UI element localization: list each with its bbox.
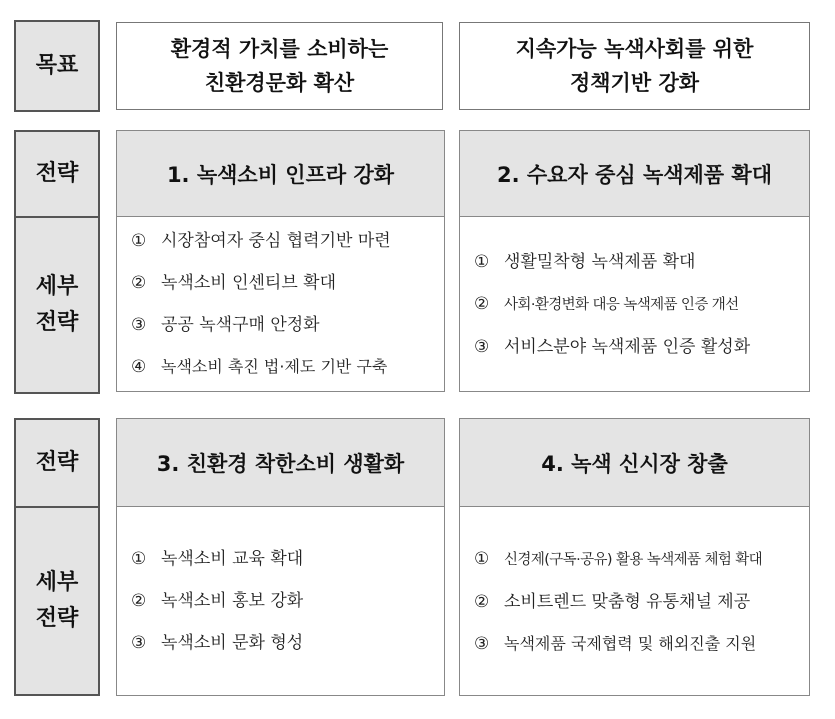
goal-label: [14, 20, 100, 112]
strategy-1-details: [116, 216, 445, 392]
strategy-4-title-box: [459, 418, 810, 508]
section1-detail-label: [14, 216, 100, 394]
section1-detail-label-line2: 전략: [35, 310, 79, 335]
detail-item: ③ 공공 녹색구매 안정화: [131, 315, 320, 335]
detail-item: ① 생활밀착형 녹색제품 확대: [474, 251, 696, 272]
strategy-3-title-box: [116, 418, 445, 508]
goal-text-2: 지속가능 녹색사회를 위한 정책기반 강화: [515, 37, 754, 95]
strategy-3-title: 3. 친환경 착한소비 생활화: [156, 452, 405, 476]
strategy-3-details: [116, 506, 445, 696]
detail-item: ④ 녹색소비 촉진 법·제도 기반 구축: [131, 357, 388, 377]
section2-detail-label-line1: 세부: [35, 570, 79, 595]
section2-detail-label-line2: 전략: [35, 606, 79, 631]
detail-item: ③ 녹색소비 문화 형성: [131, 633, 304, 653]
goal-label-text: 목표: [35, 53, 79, 78]
section1-strategy-label: [14, 130, 100, 218]
strategy-4-details: [459, 506, 810, 696]
detail-item: ③ 녹색제품 국제협력 및 해외진출 지원: [474, 633, 757, 654]
detail-item: ② 사회·환경변화 대응 녹색제품 인증 개선: [474, 293, 739, 314]
detail-item: ③ 서비스분야 녹색제품 인증 활성화: [474, 336, 751, 357]
goal-text-1: 환경적 가치를 소비하는 친환경문화 확산: [170, 37, 389, 95]
strategy-2-details: [459, 216, 810, 392]
strategy-1-title: 1. 녹색소비 인프라 강화: [166, 163, 395, 187]
strategy-4-title: 4. 녹색 신시장 창출: [541, 452, 728, 476]
detail-item: ② 녹색소비 홍보 강화: [131, 591, 304, 611]
section1-detail-label-line1: 세부: [35, 274, 79, 299]
section2-strategy-label: [14, 418, 100, 508]
detail-item: ② 녹색소비 인센티브 확대: [131, 273, 337, 293]
detail-item: ② 소비트렌드 맞춤형 유통채널 제공: [474, 591, 751, 612]
goal-box-2: [459, 22, 810, 110]
strategy-2-title-box: [459, 130, 810, 218]
section2-detail-label: [14, 506, 100, 696]
detail-item: ① 신경제(구독·공유) 활용 녹색제품 체험 확대: [474, 548, 763, 569]
strategy-2-title: 2. 수요자 중심 녹색제품 확대: [497, 163, 772, 187]
goal-box-1: [116, 22, 443, 110]
detail-item: ① 시장참여자 중심 협력기반 마련: [131, 231, 391, 251]
detail-item: ① 녹색소비 교육 확대: [131, 549, 304, 569]
section1-strategy-label-text: 전략: [35, 161, 79, 186]
section2-strategy-label-text: 전략: [35, 450, 79, 475]
strategy-1-title-box: [116, 130, 445, 218]
